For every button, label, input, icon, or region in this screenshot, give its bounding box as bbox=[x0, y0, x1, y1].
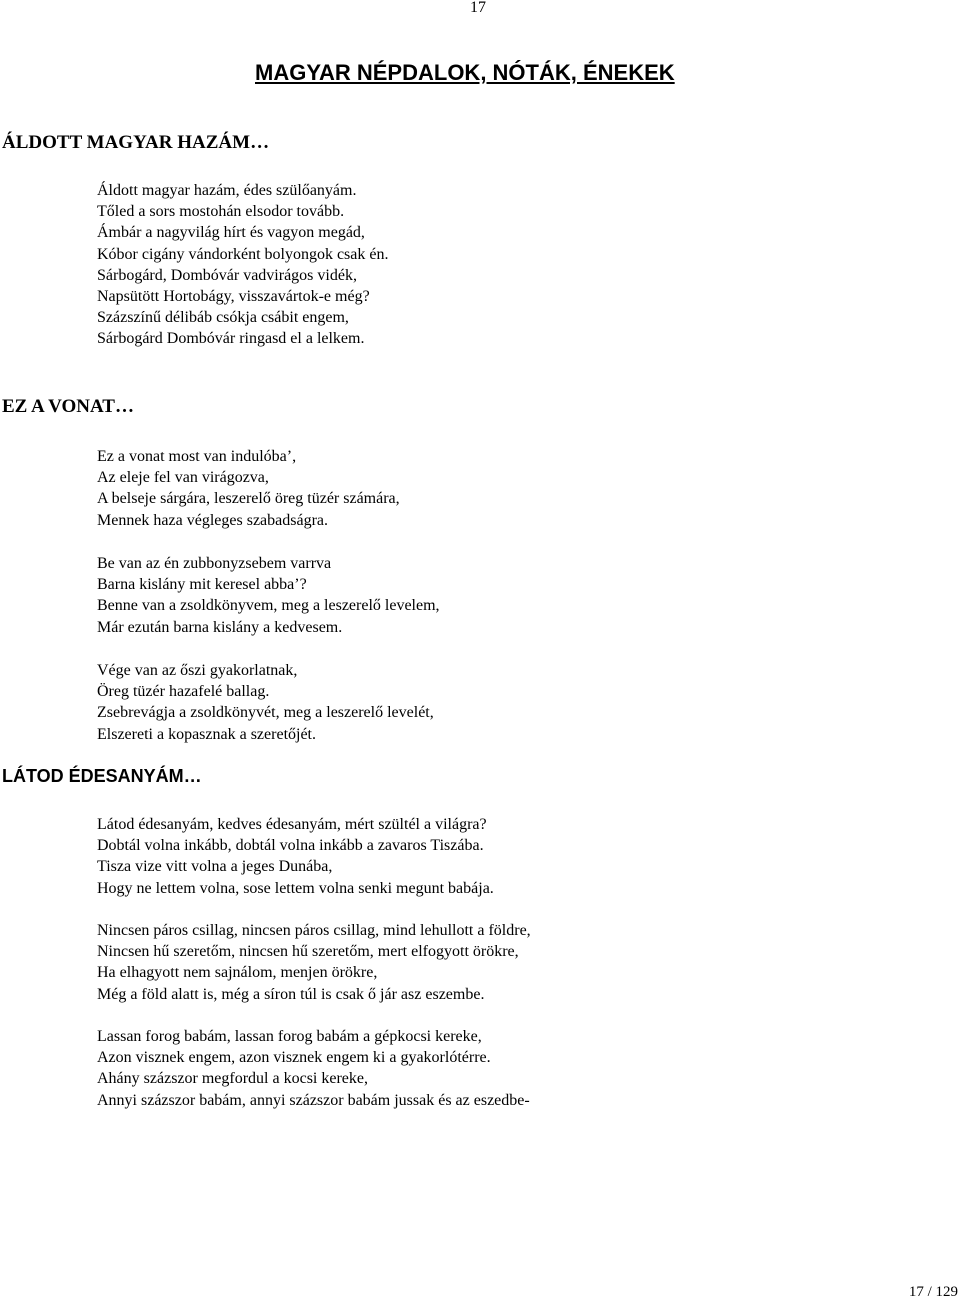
stanza bbox=[97, 446, 400, 531]
verse-line: Ez a vonat most van indulóba’, bbox=[97, 448, 297, 465]
verse-line: Azon visznek engem, azon visznek engem ki a gyakorlótérre. bbox=[97, 1049, 491, 1067]
verse-line: Annyi százszor babám, annyi százszor babám jussak és az eszedbe- bbox=[97, 1091, 530, 1109]
verse-line: Tisza vize vitt volna a jeges Dunába, bbox=[97, 858, 333, 876]
page-number: 17 bbox=[470, 0, 486, 16]
verse-line: Lassan forog babám, lassan forog babám a gépkocsi kereke, bbox=[97, 1028, 482, 1045]
stanza bbox=[97, 553, 440, 638]
verse-line: Mennek haza végleges szabadságra. bbox=[97, 511, 328, 529]
song-title-aldott-magyar-hazam: ÁLDOTT MAGYAR HAZÁM… bbox=[2, 132, 270, 153]
verse-line: Látod édesanyám, kedves édesanyám, mért szültél a világra? bbox=[97, 816, 487, 833]
verse-line: A belseje sárgára, leszerelő öreg tüzér számára, bbox=[97, 490, 400, 508]
verse-line: Már ezután barna kislány a kedvesem. bbox=[97, 618, 343, 636]
verse-line: Nincsen hű szeretőm, nincsen hű szeretőm, mert elfogyott örökre, bbox=[97, 943, 519, 961]
verse-line: Ámbár a nagyvilág hírt és vagyon megád, bbox=[97, 224, 365, 242]
verse-line: Benne van a zsoldkönyvem, meg a leszerelő levelem, bbox=[97, 597, 440, 615]
song-title-latod-edesanyam: LÁTOD ÉDESANYÁM… bbox=[2, 766, 202, 786]
song-title-ez-a-vonat: EZ A VONAT… bbox=[2, 396, 134, 417]
verse-line: Nincsen páros csillag, nincsen páros csillag, mind lehullott a földre, bbox=[97, 922, 531, 939]
verse-line: Ha elhagyott nem sajnálom, menjen örökre, bbox=[97, 964, 378, 982]
stanza bbox=[97, 180, 388, 350]
verse-line: Sárbogárd Dombóvár ringasd el a lelkem. bbox=[97, 330, 365, 348]
verse-line: Öreg tüzér hazafelé ballag. bbox=[97, 683, 270, 701]
verse-line: Még a föld alatt is, még a síron túl is csak ő jár asz eszembe. bbox=[97, 985, 485, 1003]
verse-line: Vége van az őszi gyakorlatnak, bbox=[97, 662, 298, 679]
verse-line: Zsebrevágja a zsoldkönyvét, meg a leszerelő levelét, bbox=[97, 704, 434, 722]
page-title: MAGYAR NÉPDALOK, NÓTÁK, ÉNEKEK bbox=[255, 60, 675, 85]
verse-line: Napsütött Hortobágy, visszavártok-e még? bbox=[97, 287, 370, 305]
stanza bbox=[97, 1026, 530, 1111]
verse-line: Barna kislány mit keresel abba’? bbox=[97, 576, 307, 594]
verse-line: Sárbogárd, Dombóvár vadvirágos vidék, bbox=[97, 266, 357, 284]
verse-line: Kóbor cigány vándorként bolyongok csak én. bbox=[97, 245, 389, 263]
verse-line: Tőled a sors mostohán elsodor tovább. bbox=[97, 203, 345, 221]
stanza bbox=[97, 660, 434, 745]
verse-line: Áldott magyar hazám, édes szülőanyám. bbox=[97, 182, 357, 199]
verse-line: Be van az én zubbonyzsebem varrva bbox=[97, 555, 332, 572]
page-footer: 17 / 129 bbox=[908, 1284, 958, 1300]
verse-line: Az eleje fel van virágozva, bbox=[97, 469, 269, 487]
verse-line: Hogy ne lettem volna, sose lettem volna senki megunt babája. bbox=[97, 879, 494, 897]
stanza bbox=[97, 814, 494, 899]
verse-line: Elszereti a kopasznak a szeretőjét. bbox=[97, 725, 316, 743]
verse-line: Dobtál volna inkább, dobtál volna inkább a zavaros Tiszába. bbox=[97, 837, 484, 855]
stanza bbox=[97, 920, 531, 1005]
verse-line: Százszínű délibáb csókja csábit engem, bbox=[97, 309, 349, 327]
verse-line: Ahány százszor megfordul a kocsi kereke, bbox=[97, 1070, 368, 1088]
